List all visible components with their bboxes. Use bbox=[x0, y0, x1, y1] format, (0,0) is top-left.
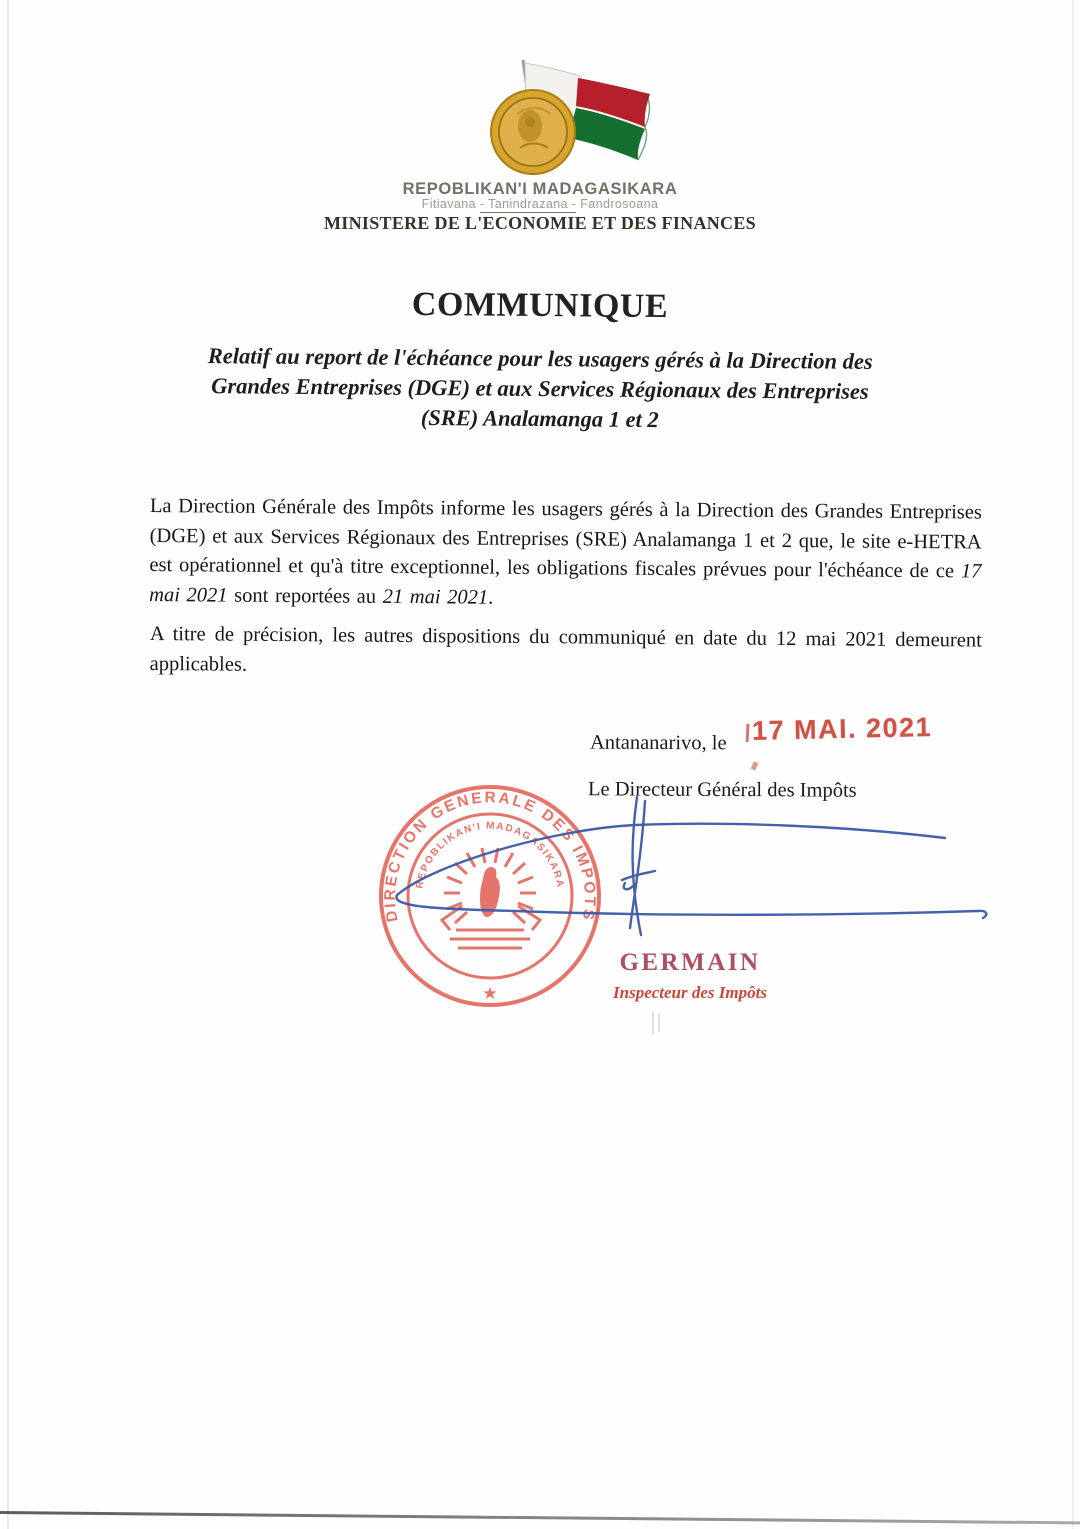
stamp-ink-mark bbox=[746, 724, 750, 742]
deadline-date-new: 21 mai 2021 bbox=[382, 585, 489, 609]
paragraph-text: sont reportées au bbox=[227, 584, 383, 608]
scan-page-bottom-edge bbox=[0, 1511, 1080, 1525]
madagascar-emblem-logo bbox=[480, 56, 676, 182]
scan-artifact bbox=[652, 1012, 664, 1034]
ministry-name: MINISTERE DE L'ECONOMIE ET DES FINANCES bbox=[324, 213, 756, 233]
national-motto bbox=[0, 197, 1080, 211]
communique-subtitle bbox=[0, 339, 1080, 438]
paragraph-text: La Direction Générale des Impôts informe les usagers gérés à la Direction des Grandes Entreprises (DGE) et aux Services Régionaux des Entreprises (SRE) Analamanga 1 et 2 que, le site e-HETRA est opérationnel et qu'à titre exceptionnel, les obligations fiscales prévues pour l'échéance de ce bbox=[149, 494, 982, 583]
paragraph-text: . bbox=[488, 586, 494, 609]
date-stamp-text: 17 MAI. 2021 bbox=[751, 712, 933, 746]
motto-part: Fandrosoana bbox=[576, 197, 659, 211]
stamp-outer-text: DIRECTION GENERALE DES IMPOTS bbox=[381, 789, 599, 924]
stamp-star: ★ bbox=[482, 984, 498, 1003]
deadline-date-original: 17 mai 2021 bbox=[149, 560, 982, 607]
subtitle-line: Relatif au report de l'échéance pour les usagers gérés à la Direction des bbox=[207, 343, 873, 374]
subtitle-line: Grandes Entreprises (DGE) et aux Services Régionaux des Entreprises bbox=[211, 373, 869, 404]
signatory-role: Inspecteur des Impôts bbox=[613, 983, 767, 1002]
body-paragraph-2: A titre de précision, les autres dispositions du communiqué en date du 12 mai 2021 demeurent applicables. bbox=[149, 622, 982, 676]
medal-icon bbox=[491, 90, 575, 174]
ink-speck-artifact bbox=[751, 761, 759, 770]
signatory-title: Le Directeur Général des Impôts bbox=[587, 778, 857, 802]
date-stamp bbox=[746, 712, 933, 747]
signature-ink bbox=[375, 785, 1020, 960]
body-paragraph-1 bbox=[149, 492, 982, 617]
republic-name: REPOBLIKAN'I MADAGASIKARA bbox=[402, 180, 678, 198]
motto-part: Fitiavana bbox=[421, 197, 480, 211]
motto-part-underlined: - Tanindrazana - bbox=[479, 197, 577, 211]
signatory-name: GERMAIN bbox=[619, 949, 761, 976]
place-and-date-line: Antananarivo, le bbox=[589, 731, 727, 755]
subtitle-line: (SRE) Analamanga 1 et 2 bbox=[420, 404, 659, 433]
stamp-inner-text: REPOBLIKAN'I MADAGASIKARA bbox=[414, 820, 566, 890]
communique-title: COMMUNIQUE bbox=[411, 285, 669, 326]
